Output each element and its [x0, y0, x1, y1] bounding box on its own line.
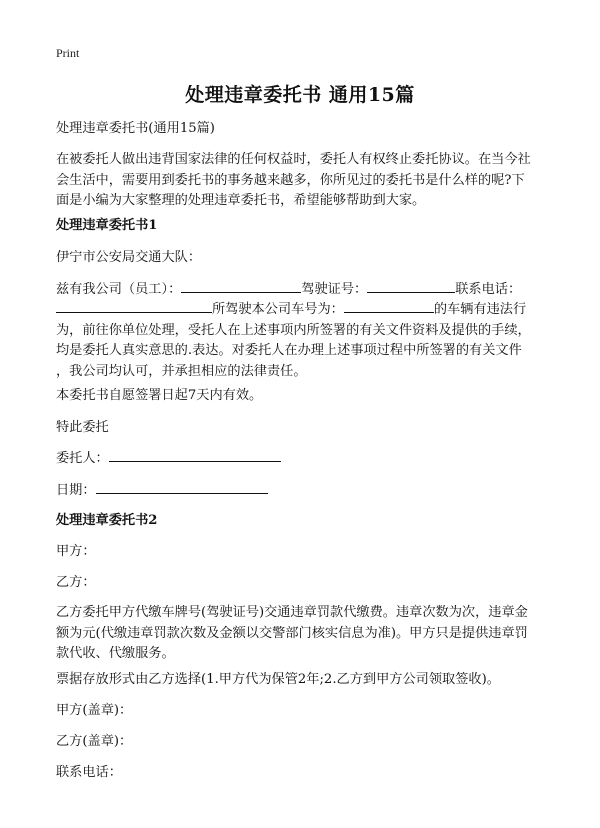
section1-fill-line-2 [56, 300, 552, 321]
section2-para1-line-3: 款代收、代缴服务。 [56, 646, 175, 661]
validity-text: 本委托书自愿签署日起7天内有效。 [56, 388, 263, 403]
section1-fill-line-1 [56, 280, 552, 301]
date-row [56, 481, 552, 502]
phone-label: 联系电话： [455, 282, 522, 297]
document-title: 处理违章委托书 通用15篇 [185, 84, 415, 106]
section1-body-2: 均是委托人真实意思的.表达。对委托人在办理上述事项过程中所签署的有关文件 [56, 343, 522, 358]
contact-phone-label: 联系电话： [56, 765, 122, 780]
principal-label: 委托人： [56, 451, 109, 466]
section1-heading: 处理违章委托书1 [56, 218, 158, 233]
section2-para1-line-2: 额为元(代缴违章罚款次数及金额以交警部门核实信息为准)。甲方只是提供违章罚 [56, 625, 528, 641]
license-number-label: 驾驶证号： [301, 282, 368, 297]
section2-heading: 处理违章委托书2 [56, 513, 158, 528]
phone-blank [56, 300, 212, 313]
section1-body-3: ，我公司均认可，并承担相应的法律责任。 [56, 363, 307, 379]
license-number-blank [367, 280, 455, 293]
company-employee-label: 兹有我公司（员工）： [56, 282, 182, 297]
section2-para1-line-1: 乙方委托甲方代缴车牌号(驾驶证号)交通违章罚款代缴费。违章次数为次，违章金 [56, 605, 528, 620]
party-b-label: 乙方： [56, 575, 96, 590]
section2-para2: 票据存放形式由乙方选择(1.甲方代为保管2年;2.乙方到甲方公司领取签收)。 [56, 672, 500, 687]
principal-row [56, 449, 552, 470]
date-label: 日期： [56, 483, 96, 498]
section1-addressee: 伊宁市公安局交通大队： [56, 250, 202, 265]
vehicle-number-blank [344, 300, 434, 313]
violation-text: 的车辆有违法行 [433, 302, 527, 317]
intro-line-2: 会生活中，需要用到委托书的事务越来越多，你所见过的委托书是什么样的呢?下 [56, 172, 525, 188]
special-entrust: 特此委托 [56, 420, 109, 435]
intro-line-3: 面是小编为大家整理的处理违章委托书，希望能够帮助到大家。 [56, 193, 426, 208]
party-a-label: 甲方： [56, 544, 96, 559]
print-link[interactable]: Print [56, 46, 80, 60]
vehicle-number-label: 所驾驶本公司车号为： [212, 302, 344, 317]
seal-a-label: 甲方(盖章)： [56, 703, 133, 718]
document-subtitle: 处理违章委托书(通用15篇) [56, 121, 215, 136]
intro-line-1: 在被委托人做出违背国家法律的任何权益时，委托人有权终止委托协议。在当今社 [56, 152, 531, 167]
section1-body-1: 为，前往你单位处理，受托人在上述事项内所签署的有关文件资料及提供的手续， [56, 322, 531, 338]
date-blank [96, 481, 268, 494]
employee-name-blank [181, 280, 301, 293]
seal-b-label: 乙方(盖章)： [56, 734, 133, 749]
principal-blank [109, 449, 281, 462]
